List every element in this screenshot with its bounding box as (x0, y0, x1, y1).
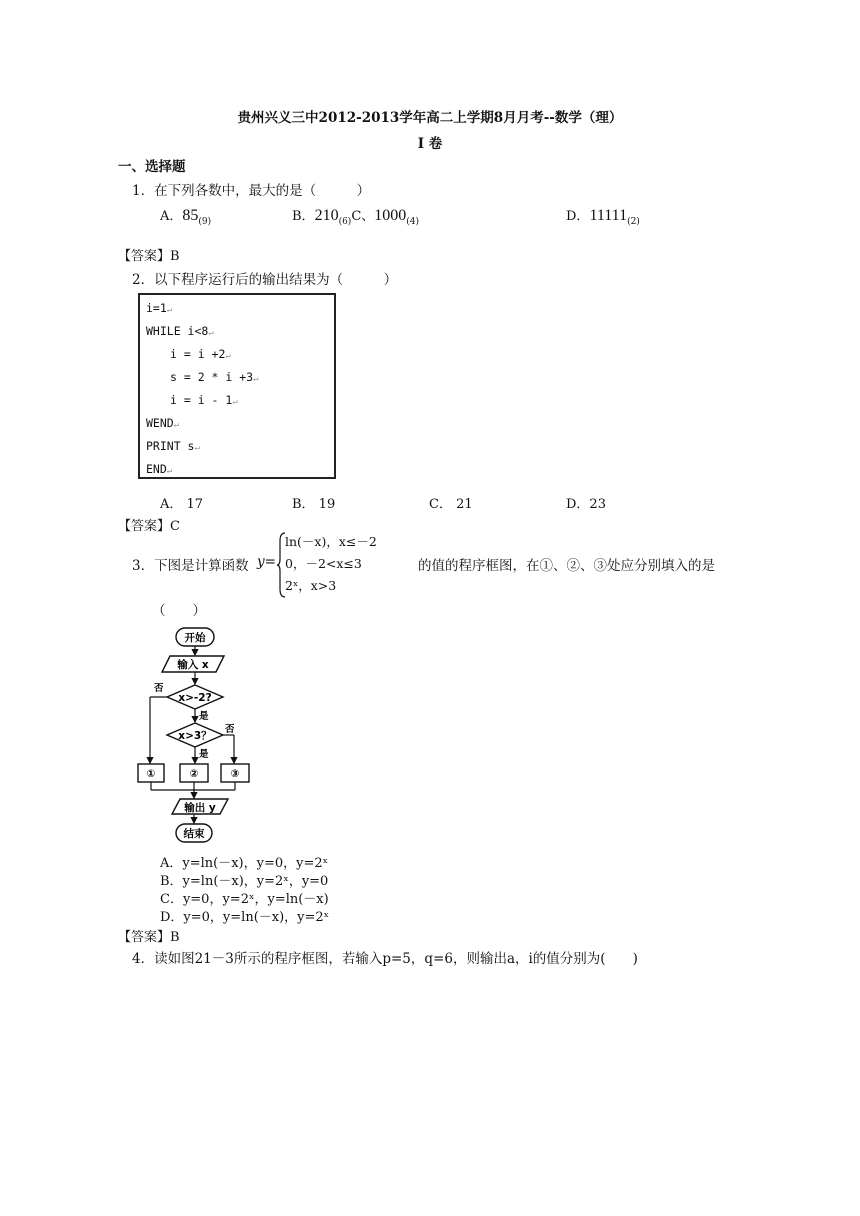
flow-no-label-1: 否 (154, 683, 164, 694)
q3-option-c: C．y=0，y=2ˣ，y=ln(－x) (160, 892, 329, 907)
code-line-1: i=1↵ (146, 301, 173, 315)
q3-answer: 【答案】B (118, 930, 180, 945)
flow-no-label-2: 否 (225, 724, 235, 735)
program-flowchart (128, 622, 258, 847)
question-4-stem: 4．读如图21－3所示的程序框图，若输入p=5，q=6，则输出a，i的值分别为( ) (132, 951, 638, 967)
q2-option-b: B． 19 (292, 497, 336, 512)
flow-condition-1-text: x>-2? (178, 692, 212, 704)
question-3-stem-prefix: 3．下图是计算函数 (132, 558, 249, 574)
q1-answer: 【答案】B (118, 249, 180, 264)
flow-yes-label-2: 是 (199, 749, 209, 760)
q2-option-d: D．23 (566, 497, 606, 512)
q3-option-d: D．y=0，y=ln(－x)，y=2ˣ (160, 910, 330, 925)
q1-option-a: A．$85_{(9)}$ (160, 207, 212, 227)
code-line-6: WEND↵ (146, 416, 180, 430)
function-y-label: y= (257, 554, 276, 570)
flow-box-1-text: ① (146, 768, 156, 780)
code-line-8: END↵ (146, 462, 173, 476)
q3-option-b: B．y=ln(－x)，y=2ˣ，y=0 (160, 874, 329, 889)
flow-condition-2-text: x>3？ (178, 730, 212, 742)
section-title: 一、选择题 (118, 159, 186, 175)
q1-option-d: D．$11111_{(2)}$ (566, 207, 640, 227)
flow-end-text: 结束 (183, 828, 205, 840)
code-line-2: WHILE i<8↵ (146, 324, 214, 338)
page-subtitle: I 卷 (417, 136, 443, 152)
flow-box-2-text: ② (189, 768, 199, 780)
code-line-3: i = i +2↵ (170, 347, 231, 361)
question-2-stem: 2．以下程序运行后的输出结果为（ ） (132, 272, 398, 288)
flow-input-text: 输入 x (177, 659, 209, 671)
q3-option-a: A．y=ln(－x)，y=0，y=2ˣ (160, 856, 329, 871)
code-line-5: i = i - 1↵ (170, 393, 238, 407)
piece-2: 0，－2<x≤3 (285, 556, 362, 571)
piecewise-function (285, 531, 405, 601)
page-title: 贵州兴义三中2012-2013学年高二上学期8月月考--数学（理） (237, 110, 623, 126)
flow-box-3-text: ③ (230, 768, 240, 780)
flow-yes-label-1: 是 (199, 711, 209, 722)
question-1-stem: 1．在下列各数中，最大的是（ ） (132, 183, 371, 199)
q2-option-c: C． 21 (429, 497, 473, 512)
code-line-7: PRINT s↵ (146, 439, 200, 453)
q1-option-b-c: B．$210_{(6)}C$、$1000_{(4)}$ (292, 207, 420, 227)
code-line-4: s = 2 * i +3↵ (170, 370, 259, 384)
flow-output-text: 输出 y (184, 802, 216, 814)
q2-answer: 【答案】C (118, 519, 180, 534)
question-3-bracket: （ ） (152, 603, 206, 619)
flow-start-text: 开始 (184, 632, 206, 644)
program-code-box (138, 293, 336, 479)
question-3-stem-suffix: 的值的程序框图，在①、②、③处应分别填入的是 (418, 558, 715, 574)
q2-option-a: A． 17 (160, 497, 204, 512)
piece-1: ln(－x)，x≤－2 (285, 534, 377, 549)
piece-3: 2ˣ，x>3 (285, 578, 337, 593)
